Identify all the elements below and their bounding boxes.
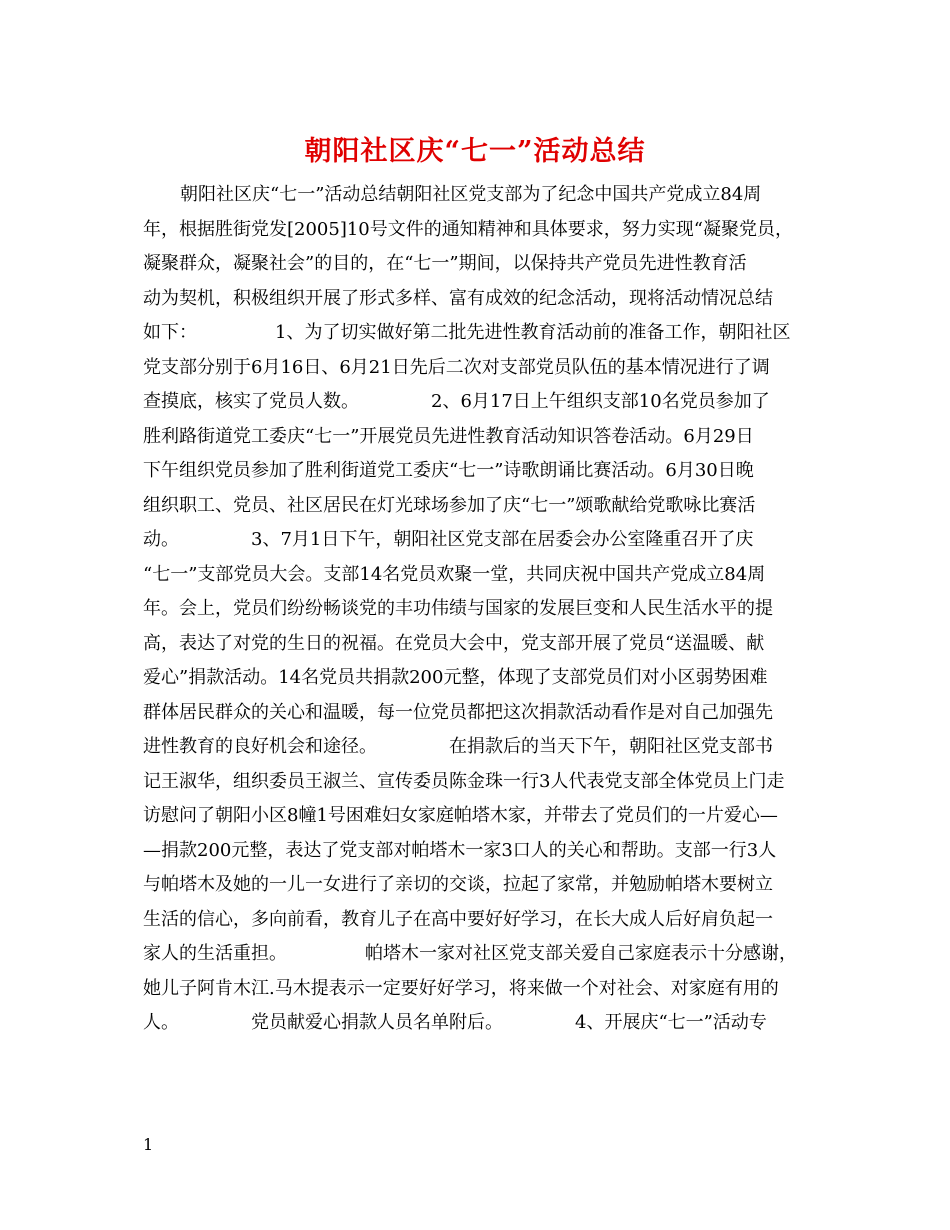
page-number: 1 [143,1135,154,1154]
body-line [143,627,811,662]
text-segment: 4、开展庆“七一”活动专 [575,1012,767,1033]
body-line [143,972,811,1007]
body-line [143,316,811,351]
body-line [143,178,811,213]
body-line [143,696,811,731]
text-segment: 党员献爱心捐款人员名单附后。 [251,1012,503,1033]
text-segment: 访慰问了朝阳小区8幢1号困难妇女家庭帕塔木家，并带去了党员们的一片爱心— [143,805,778,826]
body-line [143,937,811,972]
text-segment: 凝聚群众，凝聚社会”的目的，在“七一”期间，以保持共产党员先进性教育活 [143,253,747,274]
body-line [143,454,811,489]
text-segment: 记王淑华，组织委员王淑兰、宣传委员陈金珠一行3人代表党支部全体党员上门走 [143,770,785,792]
text-segment: 人。 [143,1012,179,1033]
text-segment: 2、6月17日上午组织支部10名党员参加了 [431,391,770,412]
text-segment: “七一”支部党员大会。支部14名党员欢聚一堂，共同庆祝中国共产党成立84周 [143,563,766,585]
body-line [143,558,811,593]
text-segment: 爱心”捐款活动。14名党员共捐款200元整，体现了支部党员们对小区弱势困难 [143,667,768,688]
text-segment: 动。 [143,529,179,550]
text-segment: 朝阳社区庆“七一”活动总结朝阳社区党支部为了纪念中国共产党成立84周 [180,184,762,205]
body-line [143,489,811,524]
body-line [143,765,811,800]
body-line [143,351,811,386]
text-segment: 高，表达了对党的生日的祝福。在党员大会中，党支部开展了党员“送温暖、献 [143,632,765,654]
text-segment: 3、7月1日下午，朝阳社区党支部在居委会办公室隆重召开了庆 [251,529,754,550]
body-line [143,868,811,903]
document-body [143,178,811,1041]
text-segment: 家人的生活重担。 [143,943,287,964]
text-segment: 她儿子阿肯木江.马木提表示一定要好好学习，将来做一个对社会、对家庭有用的 [143,977,779,999]
body-line [143,420,811,455]
body-line [143,903,811,938]
text-segment: 查摸底，核实了党员人数。 [143,391,359,412]
text-segment: —捐款200元整，表达了党支部对帕塔木一家3口人的关心和帮助。支部一行3人 [143,839,777,861]
text-segment: 在捐款后的当天下午，朝阳社区党支部书 [449,736,773,757]
text-segment: 帕塔木一家对社区党支部关爱自己家庭表示十分感谢， [365,943,797,964]
body-line [143,523,811,558]
text-segment: 1、为了切实做好第二批先进性教育活动前的准备工作，朝阳社区 [275,322,791,343]
text-segment: 年，根据胜街党发[2005]10号文件的通知精神和具体要求，努力实现“凝聚党员， [143,218,793,240]
body-line [143,385,811,420]
text-segment: 如下： [143,322,197,343]
text-segment: 群体居民群众的关心和温暖，每一位党员都把这次捐款活动看作是对自己加强先 [143,701,773,723]
body-line [143,834,811,869]
body-line [143,213,811,248]
body-line [143,730,811,765]
text-segment: 组织职工、党员、社区居民在灯光球场参加了庆“七一”颂歌献给党歌咏比赛活 [143,494,756,516]
text-segment: 党支部分别于6月16日、6月21日先后二次对支部党员队伍的基本情况进行了调 [143,356,770,378]
text-segment: 与帕塔木及她的一儿一女进行了亲切的交谈，拉起了家常，并勉励帕塔木要树立 [143,874,773,895]
text-segment: 动为契机，积极组织开展了形式多样、富有成效的纪念活动，现将活动情况总结 [143,287,773,309]
body-line [143,247,811,282]
body-line [143,661,811,696]
text-segment: 下午组织党员参加了胜利街道党工委庆“七一”诗歌朗诵比赛活动。6月30日晚 [143,460,754,481]
text-segment: 生活的信心，多向前看，教育儿子在高中要好好学习，在长大成人后好肩负起一 [143,908,773,930]
body-line [143,1006,811,1041]
text-segment: 胜利路街道党工委庆“七一”开展党员先进性教育活动知识答卷活动。6月29日 [143,425,754,447]
body-line [143,592,811,627]
text-segment: 进性教育的良好机会和途径。 [143,736,377,757]
document-title: 朝阳社区庆“七一”活动总结 [304,136,646,167]
body-line [143,799,811,834]
body-line [143,282,811,317]
text-segment: 年。会上，党员们纷纷畅谈党的丰功伟绩与国家的发展巨变和人民生活水平的提 [143,598,773,619]
